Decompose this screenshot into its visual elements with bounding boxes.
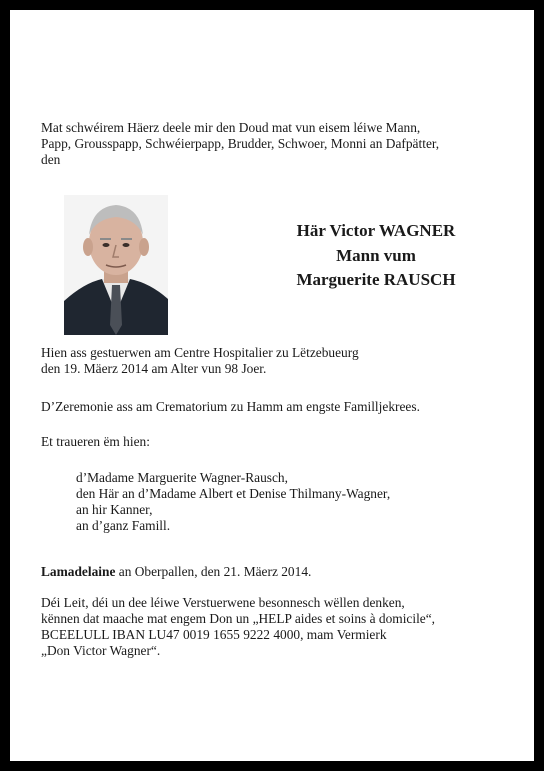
- relation-label: Mann vum: [336, 245, 416, 265]
- mourners-heading-text: Et traueren ëm hien:: [41, 434, 150, 449]
- spouse-name: Marguerite RAUSCH: [296, 270, 456, 289]
- mourner-item: d’Madame Marguerite Wagner-Rausch,: [76, 470, 288, 485]
- donation-line: BCEELULL IBAN LU47 0019 1655 9222 4000, mam Vermierk: [41, 627, 387, 642]
- portrait-photo: [64, 195, 168, 335]
- intro-paragraph: [41, 120, 531, 168]
- donation-line: Déi Leit, déi un dee léiwe Verstuerwene besonnesch wëllen denken,: [41, 595, 405, 610]
- mourner-item: an d’ganz Famill.: [76, 518, 171, 533]
- ceremony-notice: [41, 399, 521, 415]
- donation-paragraph: [41, 595, 536, 659]
- intro-line: den: [41, 152, 61, 167]
- place-date: an Oberpallen, den 21. Mäerz 2014.: [115, 564, 312, 579]
- deceased-name: Här Victor WAGNER: [296, 221, 456, 240]
- place-town: Lamadelaine: [41, 564, 116, 579]
- place-date-line: [41, 564, 521, 580]
- donation-line: „Don Victor Wagner“.: [41, 643, 161, 658]
- mourners-list: [76, 470, 516, 534]
- ceremony-line: D’Zeremonie ass am Crematorium zu Hamm am engste Familljekrees.: [41, 399, 420, 414]
- obituary-notice: [10, 10, 534, 761]
- intro-line: Mat schwéirem Häerz deele mir den Doud mat vun eisem léiwe Mann,: [41, 120, 421, 135]
- deceased-name-block: [258, 219, 494, 293]
- mourner-item: an hir Kanner,: [76, 502, 153, 517]
- death-line: Hien ass gestuerwen am Centre Hospitalier zu Lëtzebueurg: [41, 345, 359, 360]
- mourners-heading: [41, 434, 521, 450]
- intro-line: Papp, Grousspapp, Schwéierpapp, Brudder, Schwoer, Monni an Dafpätter,: [41, 136, 440, 151]
- death-line: den 19. Mäerz 2014 am Alter vun 98 Joer.: [41, 361, 267, 376]
- mourner-item: den Här an d’Madame Albert et Denise Thilmany-Wagner,: [76, 486, 391, 501]
- donation-line: kënnen dat maache mat engem Don un „HELP aides et soins à domicile“,: [41, 611, 436, 626]
- death-notice: [41, 345, 521, 377]
- portrait-illustration: [64, 195, 168, 335]
